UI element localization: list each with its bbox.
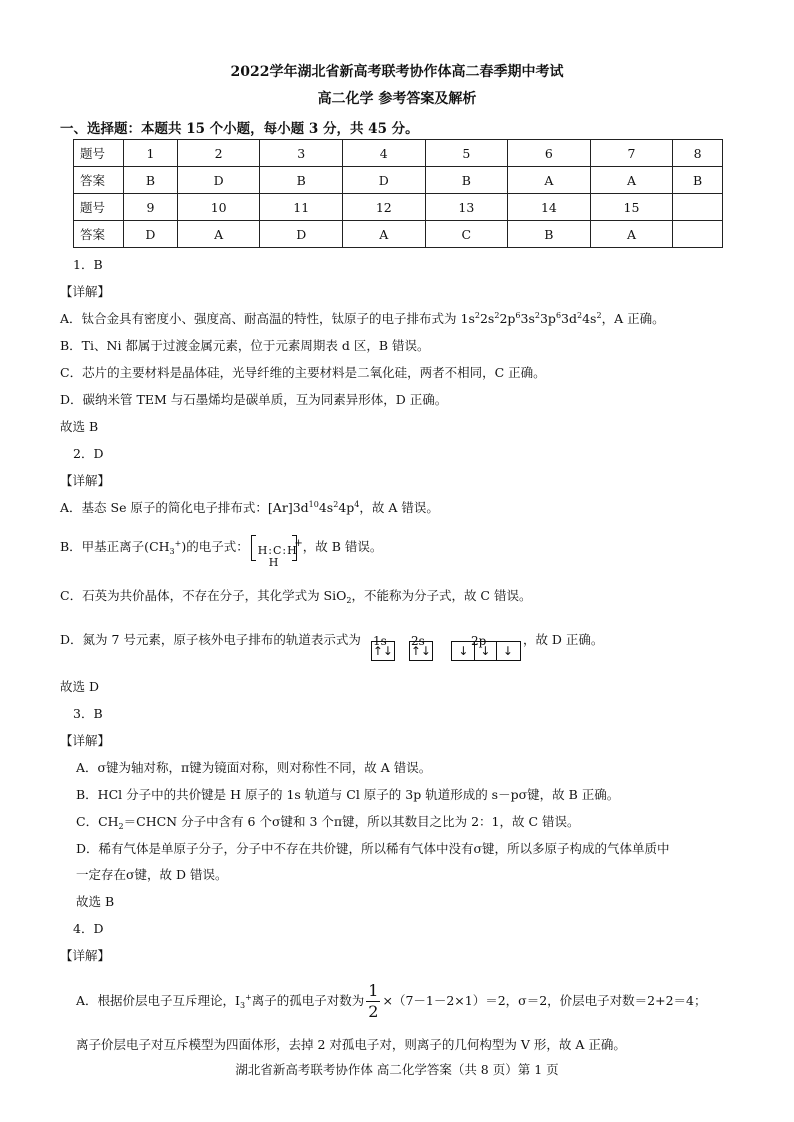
q3-detail-label: 【详解】: [60, 733, 111, 748]
table-cell: 9: [124, 194, 178, 221]
table-cell: C: [425, 221, 508, 248]
q3-option-b: B．HCl 分子中的共价键是 H 原子的 1s 轨道与 Cl 原子的 3p 轨道形成的 s－pσ键，故 B 正确。: [76, 787, 620, 802]
q1-option-a: A．钛合金具有密度小、强度高、耐高温的特性，钛原子的电子排布式为 $1s^22s^22p^63s^23p^63d^24s^2$，A 正确。: [60, 311, 665, 326]
table-cell: A: [177, 221, 260, 248]
table-row-label: 答案: [74, 221, 124, 248]
methyl-cation-lewis-structure: H:C:H H +: [251, 533, 301, 563]
table-cell: A: [342, 221, 425, 248]
table-cell: D: [342, 167, 425, 194]
table-cell: 11: [260, 194, 343, 221]
exam-title: 2022学年湖北省新高考联考协作体高二春季期中考试: [230, 64, 564, 80]
table-cell: 13: [425, 194, 508, 221]
table-row: [74, 167, 723, 194]
table-cell: B: [673, 167, 723, 194]
page-footer: 湖北省新高考联考协作体 高二化学答案（共 8 页）第 1 页: [235, 1062, 559, 1077]
nitrogen-orbital-diagram: 1s 2s 2p ↑↓ ↑↓ ↓ ↓ ↓: [363, 621, 523, 661]
q3-option-d-line1: D．稀有气体是单原子分子，分子中不存在共价键，所以稀有气体中没有σ键，所以多原子构成的气体单质中: [76, 841, 670, 856]
answer-table: [73, 139, 723, 248]
orbital-box-1s: ↑↓: [371, 641, 395, 661]
table-cell: 12: [342, 194, 425, 221]
table-cell: 15: [590, 194, 673, 221]
q2-conclusion: 故选 D: [60, 679, 99, 694]
table-cell: A: [590, 221, 673, 248]
exam-subtitle: 高二化学 参考答案及解析: [317, 91, 477, 107]
q1-detail-label: 【详解】: [60, 284, 111, 299]
table-cell: D: [177, 167, 260, 194]
table-cell: 4: [342, 140, 425, 167]
q4-answer: 4．D: [73, 921, 104, 936]
table-cell: A: [508, 167, 591, 194]
q3-option-c: C．$CH_2=CHCN$ 分子中含有 6 个σ键和 3 个π键，所以其数目之比为 2：1，故 C 错误。: [76, 814, 580, 831]
table-cell: 14: [508, 194, 591, 221]
table-cell: 1: [124, 140, 178, 167]
table-cell: 2: [177, 140, 260, 167]
table-row-label: 题号: [74, 140, 124, 167]
table-row: [74, 140, 723, 167]
section-heading: 一、选择题：本题共 15 个小题，每小题 3 分，共 45 分。: [60, 121, 419, 137]
table-cell: [673, 194, 723, 221]
orbital-box-2p: ↓ ↓ ↓: [451, 641, 521, 661]
table-cell: 3: [260, 140, 343, 167]
q1-option-c: C．芯片的主要材料是晶体硅，光导纤维的主要材料是二氧化硅，两者不相同，C 正确。: [60, 365, 546, 380]
orbital-box-2s: ↑↓: [409, 641, 433, 661]
table-cell: D: [260, 221, 343, 248]
table-row: [74, 221, 723, 248]
table-row-label: 答案: [74, 167, 124, 194]
q1-option-d: D．碳纳米管 TEM 与石墨烯均是碳单质，互为同素异形体，D 正确。: [60, 392, 448, 407]
q3-option-a: A．σ键为轴对称，π键为镜面对称，则对称性不同，故 A 错误。: [76, 760, 432, 775]
table-cell: 7: [590, 140, 673, 167]
q2-answer: 2．D: [73, 446, 104, 461]
q2-option-b: B．甲基正离子$(CH_3^+)$的电子式： H:C:H H + ，故 B 错误。: [60, 532, 382, 563]
q3-conclusion: 故选 B: [76, 894, 115, 909]
table-cell: 10: [177, 194, 260, 221]
q2-option-a: A．基态 Se 原子的简化电子排布式：$[Ar]3d^{10}4s^24p^4$，故 A 错误。: [60, 500, 439, 515]
table-row-label: 题号: [74, 194, 124, 221]
table-cell: A: [590, 167, 673, 194]
q3-option-d-line2: 一定存在σ键，故 D 错误。: [76, 867, 228, 882]
q4-option-a: A．根据价层电子互斥理论，$I_3^+$离子的孤电子对数为 $\frac{1}{2}$ ×（7－1－2×1）＝2，σ＝2，价层电子对数＝2+2＝4；: [76, 981, 707, 1021]
table-cell: [673, 221, 723, 248]
table-cell: 5: [425, 140, 508, 167]
table-cell: D: [124, 221, 178, 248]
table-cell: 6: [508, 140, 591, 167]
q1-option-b: B．Ti、Ni 都属于过渡金属元素，位于元素周期表 d 区，B 错误。: [60, 338, 430, 353]
table-cell: B: [508, 221, 591, 248]
table-cell: B: [425, 167, 508, 194]
q2-detail-label: 【详解】: [60, 473, 111, 488]
q2-option-d: D．氮为 7 号元素，原子核外电子排布的轨道表示式为 1s 2s 2p ↑↓ ↑↓ ↓ ↓ ↓ ，故 D 正确。: [60, 620, 603, 661]
table-cell: B: [124, 167, 178, 194]
q3-answer: 3．B: [73, 706, 103, 721]
table-cell: B: [260, 167, 343, 194]
q2-option-c: C．石英为共价晶体，不存在分子，其化学式为 SiO$_2$，不能称为分子式，故 C 错误。: [60, 588, 532, 605]
q4-detail-label: 【详解】: [60, 948, 111, 963]
table-cell: 8: [673, 140, 723, 167]
q4-option-a-line2: 离子价层电子对互斥模型为四面体形，去掉 2 对孤电子对，则离子的几何构型为 V 形，故 A 正确。: [76, 1037, 626, 1052]
table-row: [74, 194, 723, 221]
q1-answer: 1．B: [73, 257, 103, 272]
fraction-one-half: $\frac{1}{2}$: [368, 981, 379, 1021]
q1-conclusion: 故选 B: [60, 419, 99, 434]
